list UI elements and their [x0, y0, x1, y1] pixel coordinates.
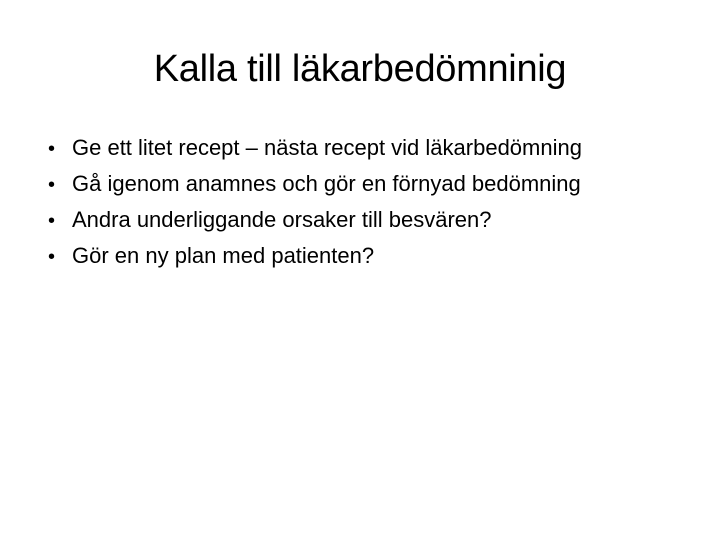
bullet-text: Gör en ny plan med patienten? [72, 243, 375, 268]
bullet-dot-icon: • [48, 138, 56, 160]
bullet-list [48, 130, 708, 274]
bullet-text: Ge ett litet recept – nästa recept vid läkarbedömning [72, 135, 582, 160]
bullet-item-3 [48, 202, 708, 238]
bullet-dot-icon: • [48, 174, 56, 196]
bullet-text: Gå igenom anamnes och gör en förnyad bedömning [72, 171, 581, 196]
bullet-item-4 [48, 238, 708, 274]
bullet-item-1 [48, 130, 708, 166]
bullet-text: Andra underliggande orsaker till besvären? [72, 207, 492, 232]
bullet-dot-icon: • [48, 246, 56, 268]
slide-title: Kalla till läkarbedömninig [153, 48, 567, 90]
bullet-dot-icon: • [48, 210, 56, 232]
bullet-item-2 [48, 166, 708, 202]
